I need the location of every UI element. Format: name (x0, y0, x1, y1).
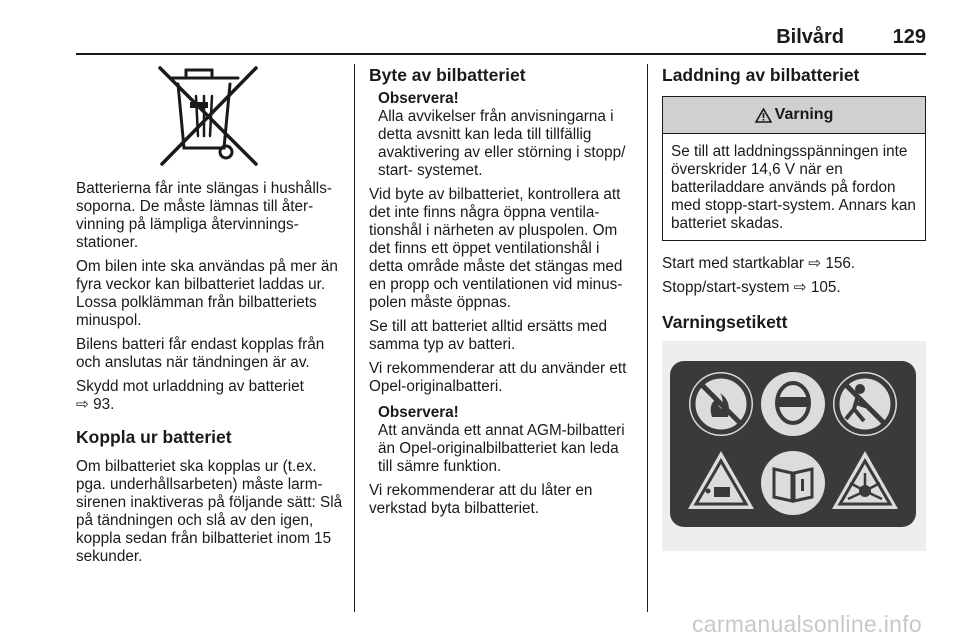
heading-koppla-ur: Koppla ur batteriet (76, 427, 232, 447)
eye-protection-icon (761, 372, 825, 436)
column-3 (662, 60, 926, 551)
no-fire-icon (689, 372, 753, 436)
page-reference-arrow-icon[interactable]: ⇨ (76, 396, 89, 413)
warning-text: Se till att laddningsspänningen inte överskrider 14,6 V när en batteriladdare används på fordon med stopp-start-system. Annars kan batteriet skadas. (671, 143, 916, 232)
read-manual-icon (761, 451, 825, 515)
paragraph-opel-original: Vi rekommenderar att du använder ett Opel-originalbatteri. (369, 360, 627, 395)
crossed-bin-figure (76, 60, 346, 180)
note-box-2 (378, 404, 635, 476)
paragraph-jump-start (662, 255, 926, 273)
heading-varningsetikett: Varningsetikett (662, 312, 788, 332)
stop-start-text: Stopp/start-system (662, 279, 790, 296)
page-reference-93[interactable]: 93. (93, 396, 115, 413)
paragraph-disposal: Batterierna får inte slängas i hushålls-soporna. De måste lämnas till åter-vinning på lämpliga återvinnings-stationer. (76, 180, 332, 251)
warning-label-graphic (662, 341, 926, 551)
paragraph-disconnect-ignition: Bilens batteri får endast kopplas från och anslutas när tändningen är av. (76, 336, 325, 371)
keep-children-away-icon (833, 372, 897, 436)
note-box-1 (378, 90, 635, 180)
paragraph-same-type: Se till att batteriet alltid ersätts med samma typ av batteri. (369, 318, 608, 353)
paragraph-workshop: Vi rekommenderar att du låter en verkstad byta bilbatteriet. (369, 482, 593, 517)
paragraph-disconnect-procedure: Om bilbatteriet ska kopplas ur (t.ex. pga. underhållsarbeten) måste larm-sirenen inaktiveras på följande sätt: Slå på tändningen och slå av den igen, koppla sedan från bilbatteriet inom 15 sekunder. (76, 458, 343, 565)
warning-body (663, 134, 925, 240)
header-rule (76, 53, 926, 55)
paragraph-stop-start (662, 279, 926, 297)
section-title: Bilvård (776, 26, 844, 48)
warning-label-figure (662, 341, 926, 551)
note-title: Observera! (378, 404, 459, 421)
page-reference-156[interactable]: 156. (825, 255, 856, 272)
crossed-out-wheelie-bin-icon (154, 64, 266, 168)
heading-byte: Byte av bilbatteriet (369, 65, 526, 85)
page-number: 129 (892, 26, 926, 48)
column-divider-2 (647, 64, 648, 612)
watermark: carmanualsonline.info (691, 611, 922, 637)
paragraph-discharge-protection (76, 378, 346, 414)
page-header (0, 0, 960, 56)
column-divider-1 (354, 64, 355, 612)
note-text: Alla avvikelser från anvisningarna i detta avsnitt kan leda till tillfällig avaktivering av eller störning i stopp/ start- systemet. (378, 108, 626, 179)
page-reference-arrow-icon[interactable]: ⇨ (808, 255, 822, 272)
note-title: Observera! (378, 90, 459, 107)
column-2 (369, 60, 635, 524)
warning-triangle-icon (755, 108, 772, 123)
warning-header (663, 97, 925, 134)
paragraph-long-storage: Om bilen inte ska användas på mer än fyra veckor kan bilbatteriet laddas ur. Lossa polklämman från bilbatteriets minuspol. (76, 258, 338, 329)
paragraph-vent-holes: Vid byte av bilbatteriet, kontrollera att det inte finns några öppna ventila-tionshål i närheten av pluspolen. Om det finns ett öppet ventilationshål i detta område måste det stängas med en propp och ventilationen vid minus-polen måste öppnas. (369, 186, 623, 311)
jump-start-text: Start med startkablar (662, 255, 804, 272)
page-reference-arrow-icon[interactable]: ⇨ (793, 279, 807, 296)
warning-box (662, 96, 926, 241)
column-1 (76, 60, 346, 572)
heading-laddning: Laddning av bilbatteriet (662, 65, 860, 85)
discharge-protection-text: Skydd mot urladdning av batteriet (76, 378, 304, 395)
page-reference-105[interactable]: 105. (810, 279, 841, 296)
warning-title: Varning (774, 106, 834, 123)
note-text: Att använda ett annat AGM-bilbatteri än Opel-originalbilbatteriet kan leda till sämre funktion. (378, 422, 625, 475)
